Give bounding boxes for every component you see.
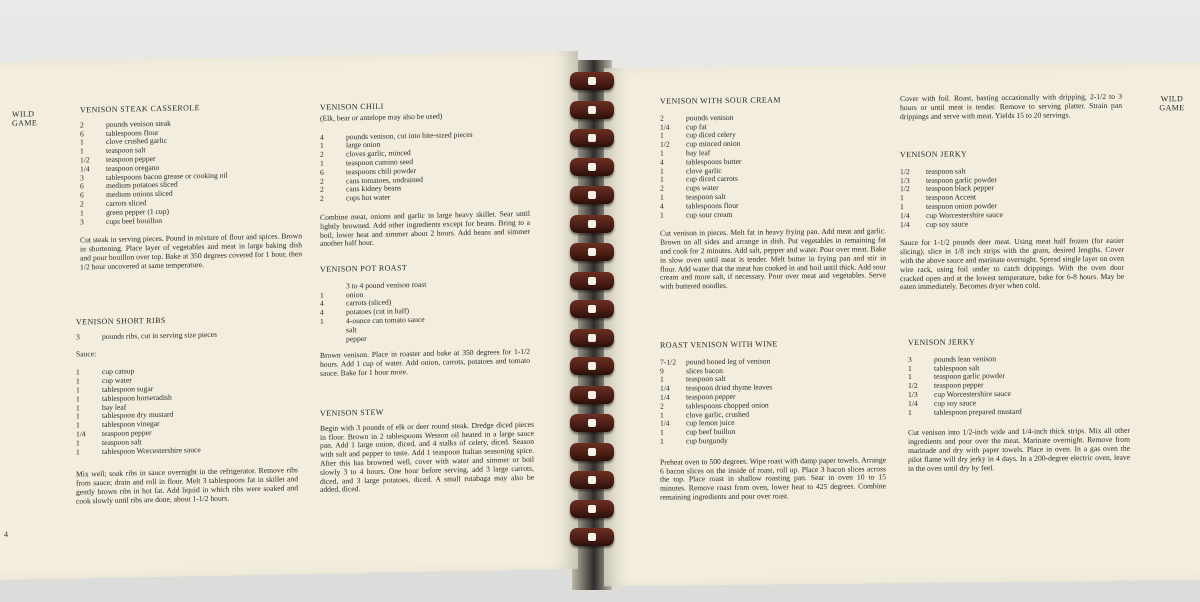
ingredient-quantity: 2 bbox=[320, 176, 324, 186]
recipe-roast-continued bbox=[900, 93, 1122, 122]
ingredient-quantity: 1 bbox=[660, 210, 664, 220]
binding-ring bbox=[570, 186, 614, 204]
recipe-directions: Combine meat, onions and garlic in large heavy skillet. Sear until lightly browned. Add other ingredients except for beans. Bring to a boil, lower heat and simmer about 2 hours. Add beans and simmer another half hour. bbox=[320, 208, 530, 249]
ingredient-quantity: 1 bbox=[80, 208, 84, 218]
ingredient-name: tablespoon prepared mustard bbox=[934, 406, 1022, 417]
ingredient-quantity: 1/4 bbox=[900, 219, 910, 229]
binding-ring bbox=[570, 414, 614, 432]
ingredient-quantity: 1/4 bbox=[76, 429, 86, 439]
ingredient-name: teaspoon pepper bbox=[686, 391, 736, 402]
ingredient-name: green pepper (1 cup) bbox=[106, 206, 170, 217]
ingredient-quantity: 1 bbox=[660, 410, 664, 420]
ingredient-list bbox=[660, 112, 886, 220]
ingredient-name: teaspoon garlic powder bbox=[926, 174, 997, 185]
recipe-title: ROAST VENISON WITH WINE bbox=[660, 339, 778, 350]
ingredient-quantity: 4 bbox=[660, 157, 664, 167]
ingredient-quantity: 1 bbox=[908, 407, 912, 417]
ingredient-quantity: 6 bbox=[80, 128, 84, 139]
recipe-directions: Brown venison. Place in roaster and bake at 350 degrees for 1-1/2 hours. Add 1 cup of water. Add onion, carrots, potatoes and tomato sauce. Bake for 1 hour more. bbox=[320, 347, 530, 378]
ingredient-name: 4-ounce can tomato sauce bbox=[346, 314, 425, 326]
ingredient-name: cups beef bouillon bbox=[106, 215, 163, 226]
recipe-title: VENISON SHORT RIBS bbox=[76, 315, 166, 327]
ingredient-name: onion bbox=[346, 289, 364, 299]
ingredient-name: pounds ribs, cut in serving size pieces bbox=[102, 329, 217, 341]
ingredient-quantity: 1 bbox=[320, 290, 324, 300]
ingredient-name: slices bacon bbox=[686, 365, 723, 375]
ingredient-quantity: 6 bbox=[80, 190, 84, 200]
binding-ring bbox=[570, 101, 614, 119]
ingredient-name: medium potatoes sliced bbox=[106, 179, 178, 191]
recipe-steak-casserole bbox=[80, 102, 302, 272]
ingredient-quantity: 6 bbox=[80, 181, 84, 191]
ingredient-quantity: 2 bbox=[80, 199, 84, 209]
recipe-title: VENISON POT ROAST bbox=[320, 263, 408, 274]
binding-ring bbox=[570, 129, 614, 147]
ingredient-name: carrots (sliced) bbox=[346, 297, 392, 308]
recipe-title: VENISON JERKY bbox=[900, 149, 968, 160]
recipe-roast-wine bbox=[660, 339, 886, 502]
ingredient-name: teaspoon salt bbox=[686, 374, 726, 384]
ingredient-name: tablespoons chopped onion bbox=[686, 400, 769, 411]
ingredient-quantity: 1 bbox=[76, 394, 80, 404]
side-label-right: WILD GAME bbox=[1159, 94, 1185, 113]
ingredient-name: cups hot water bbox=[346, 192, 391, 203]
ingredient-quantity: 1 bbox=[660, 427, 664, 437]
ingredient-quantity: 1 bbox=[320, 141, 324, 151]
ingredient-name: teaspoon salt bbox=[106, 145, 146, 156]
binding-ring bbox=[570, 528, 614, 546]
recipe-sour-cream bbox=[660, 95, 886, 291]
ingredient-quantity: 3 bbox=[908, 354, 912, 364]
side-label-left: WILD GAME bbox=[12, 109, 38, 128]
ingredient-quantity: 2 bbox=[660, 113, 664, 123]
ingredient-name: cloves garlic, minced bbox=[346, 148, 411, 159]
ingredient-quantity: 1/2 bbox=[900, 166, 910, 176]
ingredient-name: teaspoon oregano bbox=[106, 162, 160, 173]
ingredient-list bbox=[80, 117, 302, 227]
ingredient-name: large onion bbox=[346, 140, 381, 150]
recipe-title: VENISON JERKY bbox=[908, 337, 976, 348]
ingredient-name: teaspoon pepper bbox=[106, 153, 156, 164]
recipe-directions: Cut venison in pieces. Melt fat in heavy frying pan. Add meat and garlic. Brown on all sides and arrange in dish. Put vegetables in remaining fat and cook for 2 minutes. Add salt, pepper and water. Pour over meat. Bake in slow oven until meat is tender. Melt butter in frying pan and stir in flour. Add water that the meat has cooked in and boil until thick. Add sour cream and more salt, if necessary. Pour over meat and vegetables. Serve with buttered noodles. bbox=[660, 226, 886, 291]
ingredient-quantity: 2 bbox=[320, 149, 324, 160]
ingredient-quantity: 2 bbox=[320, 193, 324, 204]
recipe-subtitle: (Elk, bear or antelope may also be used) bbox=[320, 111, 443, 123]
page-number: 4 bbox=[4, 529, 8, 539]
ingredient-quantity: 1 bbox=[76, 438, 80, 448]
recipe-directions: Cut steak in serving pieces. Pound in mixture of flour and spices. Brown in shortening. Place layer of vegetables and meat in large baking dish and pour bouillon over top. Bake at 350 degrees covered for 1 hour, then 1/2 hour uncovered at same temperature. bbox=[80, 231, 302, 272]
recipe-title: VENISON STEAK CASSEROLE bbox=[80, 103, 200, 115]
recipe-jerky-1 bbox=[900, 149, 1124, 293]
ingredient-quantity: 1 bbox=[908, 372, 912, 382]
ingredient-quantity: 1/3 bbox=[908, 389, 918, 400]
ingredient-name: cup diced carrots bbox=[686, 174, 738, 184]
ingredient-name: pepper bbox=[346, 333, 367, 343]
ingredient-name: cup soy sauce bbox=[926, 219, 969, 229]
ingredient-quantity: 1/2 bbox=[660, 139, 670, 149]
ingredient-name: cup beef buillon bbox=[686, 427, 736, 437]
ingredient-quantity: 1 bbox=[908, 363, 912, 373]
ingredient-quantity: 2 bbox=[320, 185, 324, 195]
ingredient-name: pounds venison, cut into bite-sized pieces bbox=[346, 129, 473, 141]
ingredient-name: medium onions sliced bbox=[106, 188, 173, 200]
ingredient-list bbox=[660, 356, 886, 446]
recipe-directions: Sauce for 1-1/2 pounds deer meat. Using meat half frozen (for easier slicing), slice in 1/8 inch strips with the grain, desired lengths. Cover with the above sauce and marinate overnight. Spread single layer on oven wire rack, using foil under to catch drippings. With the oven door cracked open and at the lowest temperature, bake for 6-8 hours. May be eaten immediately. Becomes dryer when cold. bbox=[900, 236, 1124, 292]
ingredient-name: clove crushed garlic bbox=[106, 136, 168, 147]
binding-ring bbox=[570, 386, 614, 404]
ingredient-name: teaspoon salt bbox=[926, 166, 966, 176]
ingredient-quantity: 1 bbox=[660, 166, 664, 176]
binding-ring bbox=[570, 243, 614, 261]
binding-ring bbox=[570, 272, 614, 290]
ingredient-quantity: 1 bbox=[900, 202, 904, 212]
ingredient-quantity: 3 bbox=[80, 172, 84, 183]
ingredient-quantity: 1/2 bbox=[80, 155, 90, 165]
ingredient-quantity: 1 bbox=[76, 411, 80, 421]
ingredient-quantity: 1 bbox=[320, 158, 324, 168]
ingredient-name: teaspoon pepper bbox=[934, 380, 984, 390]
ingredient-quantity: 1 bbox=[660, 436, 664, 446]
ingredient-name: tablespoons butter bbox=[686, 156, 742, 167]
ingredient-name: tablespoon Worcestershire sauce bbox=[102, 444, 201, 456]
ingredient-name: cup soy sauce bbox=[934, 398, 977, 408]
recipe-directions: Preheat oven to 500 degrees. Wipe roast with damp paper towels. Arrange 6 bacon slices on the inside of roast, roll up. Place 3 bacon slices across the top. Place roast in shallow roasting pan. Sear in oven 10 to 15 minutes. Remove roast from oven, lower heat to 425 degrees. Combine remaining ingredients and pour over roast. bbox=[660, 455, 886, 502]
ingredient-list bbox=[320, 279, 530, 345]
ingredient-name: tablespoon horseradish bbox=[102, 392, 172, 403]
ingredient-row bbox=[320, 191, 530, 204]
ingredient-quantity bbox=[320, 335, 346, 344]
ingredient-name: clove garlic bbox=[686, 165, 722, 175]
ingredient-quantity: 1 bbox=[76, 385, 80, 395]
ingredient-row bbox=[660, 209, 886, 220]
ingredient-name: pound boned leg of venison bbox=[686, 356, 771, 367]
ingredient-quantity: 2 bbox=[660, 401, 664, 411]
right-page bbox=[604, 62, 1200, 586]
ingredient-name: cup Worcestershire sauce bbox=[926, 209, 1003, 220]
ingredient-quantity: 9 bbox=[660, 366, 664, 376]
ingredient-quantity: 2 bbox=[660, 183, 664, 193]
binding-ring bbox=[570, 300, 614, 318]
ingredient-quantity: 7-1/2 bbox=[660, 357, 677, 367]
ingredient-name: tablespoons flour bbox=[106, 127, 159, 138]
ingredient-quantity: 1/4 bbox=[660, 122, 670, 132]
recipe-short-ribs bbox=[76, 314, 298, 506]
ingredient-name: tablespoon vinegar bbox=[102, 419, 160, 430]
ingredient-quantity: 6 bbox=[320, 167, 324, 177]
ingredient-quantity: 4 bbox=[320, 132, 324, 142]
ingredient-name: teaspoon pepper bbox=[102, 428, 152, 439]
ingredient-name: cup catsup bbox=[102, 366, 135, 377]
ingredient-row bbox=[908, 406, 1130, 417]
ingredient-quantity: 3 bbox=[80, 216, 84, 227]
ingredient-quantity: 1/4 bbox=[900, 210, 910, 220]
ingredient-quantity: 1/4 bbox=[80, 164, 90, 174]
ingredient-name: cup minced onion bbox=[686, 139, 741, 149]
binding-ring bbox=[570, 471, 614, 489]
ingredient-quantity: 1 bbox=[76, 367, 80, 377]
ingredient-name: pounds venison steak bbox=[106, 118, 171, 129]
recipe-directions: Mix well; soak ribs in sauce overnight in the refrigerator. Remove ribs from sauce; drain and roll in flour. Melt 3 tablespoons fat in skillet and gently brown ribs in hot fat. Add liquid in which ribs were soaked and cook slowly until ribs are done, about 1-1/2 hours. bbox=[76, 465, 298, 506]
ingredient-row bbox=[900, 218, 1124, 229]
ingredient-name: cans kidney beans bbox=[346, 183, 402, 194]
recipe-title: VENISON STEW bbox=[320, 407, 384, 418]
ingredient-row bbox=[76, 329, 298, 342]
ingredient-quantity: 1 bbox=[660, 375, 664, 385]
ingredient-quantity: 1 bbox=[660, 131, 664, 141]
ingredient-name: cups water bbox=[686, 183, 719, 193]
ingredient-name: teaspoons chili powder bbox=[346, 165, 417, 177]
ingredient-quantity: 1/4 bbox=[660, 418, 670, 429]
ingredient-name: cup Worcestershire sauce bbox=[934, 388, 1011, 399]
ingredient-list bbox=[908, 354, 1130, 418]
ingredient-name: carrots sliced bbox=[106, 198, 147, 208]
binding-ring bbox=[570, 443, 614, 461]
ingredient-list bbox=[320, 129, 530, 203]
ingredient-name: teaspoon Accent bbox=[926, 192, 976, 203]
ingredient-quantity: 4 bbox=[320, 299, 324, 309]
ingredient-name: teaspoon salt bbox=[102, 437, 142, 447]
ingredient-list bbox=[900, 166, 1124, 230]
ingredient-quantity: 4 bbox=[320, 307, 324, 318]
ingredient-quantity: 1 bbox=[76, 403, 80, 413]
ingredient-quantity: 1 bbox=[660, 148, 664, 158]
recipe-chili bbox=[320, 100, 530, 249]
ingredient-name: tablespoons bacon grease or cooking oil bbox=[106, 170, 228, 182]
ingredient-name: salt bbox=[346, 324, 357, 335]
recipe-pot-roast bbox=[320, 262, 530, 379]
ingredient-quantity: 1 bbox=[80, 137, 84, 147]
ingredient-quantity: 1 bbox=[900, 193, 904, 203]
ingredient-quantity: 1 bbox=[660, 192, 664, 202]
binding-ring bbox=[570, 215, 614, 233]
ingredient-quantity: 1/2 bbox=[900, 184, 910, 194]
ingredient-quantity: 1 bbox=[76, 420, 80, 430]
ingredient-name: teaspoon dried thyme leaves bbox=[686, 382, 773, 393]
ingredient-name: tablespoon sugar bbox=[102, 384, 154, 395]
ingredient-quantity: 1 bbox=[76, 447, 80, 457]
ingredient-name: bay leaf bbox=[686, 148, 711, 158]
ingredient-name: cup diced celery bbox=[686, 130, 736, 140]
recipe-jerky-2 bbox=[908, 337, 1130, 474]
ingredient-quantity: 2 bbox=[80, 120, 84, 130]
ingredient-name: pounds lean venison bbox=[934, 353, 997, 364]
ingredient-name: tablespoons flour bbox=[686, 200, 739, 211]
ingredient-quantity: 1 bbox=[80, 146, 84, 156]
ingredient-name: cans tomatoes, undrained bbox=[346, 174, 423, 185]
sauce-label: Sauce: bbox=[76, 348, 97, 359]
binding-ring bbox=[570, 158, 614, 176]
ingredient-quantity: 3 bbox=[76, 332, 80, 342]
ingredient-name: teaspoon garlic powder bbox=[934, 371, 1005, 382]
ingredient-quantity: 1/3 bbox=[900, 175, 910, 185]
ingredient-quantity: 4 bbox=[660, 201, 664, 211]
binding-ring bbox=[570, 329, 614, 347]
ingredient-name: cup sour cream bbox=[686, 209, 733, 219]
ingredient-name: pounds venison bbox=[686, 112, 734, 123]
ingredient-row bbox=[660, 435, 886, 446]
left-page bbox=[0, 51, 578, 580]
ingredient-quantity: 1 bbox=[320, 316, 324, 326]
ingredient-name: tablespoon dry mustard bbox=[102, 410, 174, 421]
ingredient-name: teaspoon black pepper bbox=[926, 183, 994, 194]
recipe-directions: Begin with 3 pounds of elk or deer round steak. Dredge diced pieces in flour. Brown in 2 tablespoons Wesson oil heated in a large sauce pan. Add 1 large onion, diced, and 4 stalks of celery, diced. Season with salt and pepper to taste. Add 1 teaspoon Italian seasoning spice. After this has browned well, cover with water and simmer or boil slowly 3 to 4 hours. One hour before serving, add 3 large carrots, diced, and 3 large potatoes, diced. A small rutabaga may also be added, diced. bbox=[320, 419, 534, 495]
sauce-ingredient-list bbox=[76, 365, 298, 457]
ingredient-quantity: 1/2 bbox=[908, 381, 918, 391]
ingredient-quantity: 1 bbox=[76, 376, 80, 386]
ingredient-name: teaspoon cumino seed bbox=[346, 157, 414, 168]
ingredient-name: clove garlic, crushed bbox=[686, 409, 750, 419]
binding-ring bbox=[570, 72, 614, 90]
ingredient-list bbox=[76, 329, 298, 342]
ingredient-name: cup fat bbox=[686, 121, 707, 131]
ingredient-name: tablespoon salt bbox=[934, 362, 980, 373]
ingredient-name: teaspoon onion powder bbox=[926, 201, 997, 211]
binding-ring bbox=[570, 357, 614, 375]
ingredient-row bbox=[320, 331, 530, 344]
ingredient-name: potatoes (cut in half) bbox=[346, 306, 410, 317]
recipe-directions: Cut venison into 1/2-inch wide and 1/4-inch thick strips. Mix all other ingredients and pour over the meat. Marinate overnight. Remove from marinade and dry with paper towels. Place in oven. In a gas oven the pilot flame will dry jerky in 4 days. In a 200-degree electric oven, leave in the oven until dry by feel. bbox=[908, 426, 1130, 473]
ingredient-quantity: 1/4 bbox=[660, 392, 670, 402]
ingredient-quantity: 1/4 bbox=[908, 398, 918, 408]
ingredient-name: bay leaf bbox=[102, 402, 127, 412]
ingredient-quantity: 1/4 bbox=[660, 383, 670, 393]
ingredient-name: cup burgundy bbox=[686, 435, 728, 446]
binding-ring bbox=[570, 500, 614, 518]
recipe-title: VENISON WITH SOUR CREAM bbox=[660, 95, 781, 106]
recipe-title: VENISON CHILI bbox=[320, 101, 384, 112]
ingredient-quantity: 1 bbox=[660, 174, 664, 185]
ingredient-name: teaspoon salt bbox=[686, 191, 726, 202]
ingredient-name: cup water bbox=[102, 375, 132, 386]
recipe-directions: Cover with foil. Roast, basting occasionally with dripping, 2-1/2 to 3 hours or until meat is tender. Remove to serving platter. Strain pan drippings and serve with meat. Yields 15 to 20 servings. bbox=[900, 91, 1122, 121]
ingredient-name: cup lemon juice bbox=[686, 418, 735, 428]
ingredient-name: 3 to 4 pound venison roast bbox=[346, 279, 427, 291]
recipe-stew bbox=[320, 406, 534, 495]
